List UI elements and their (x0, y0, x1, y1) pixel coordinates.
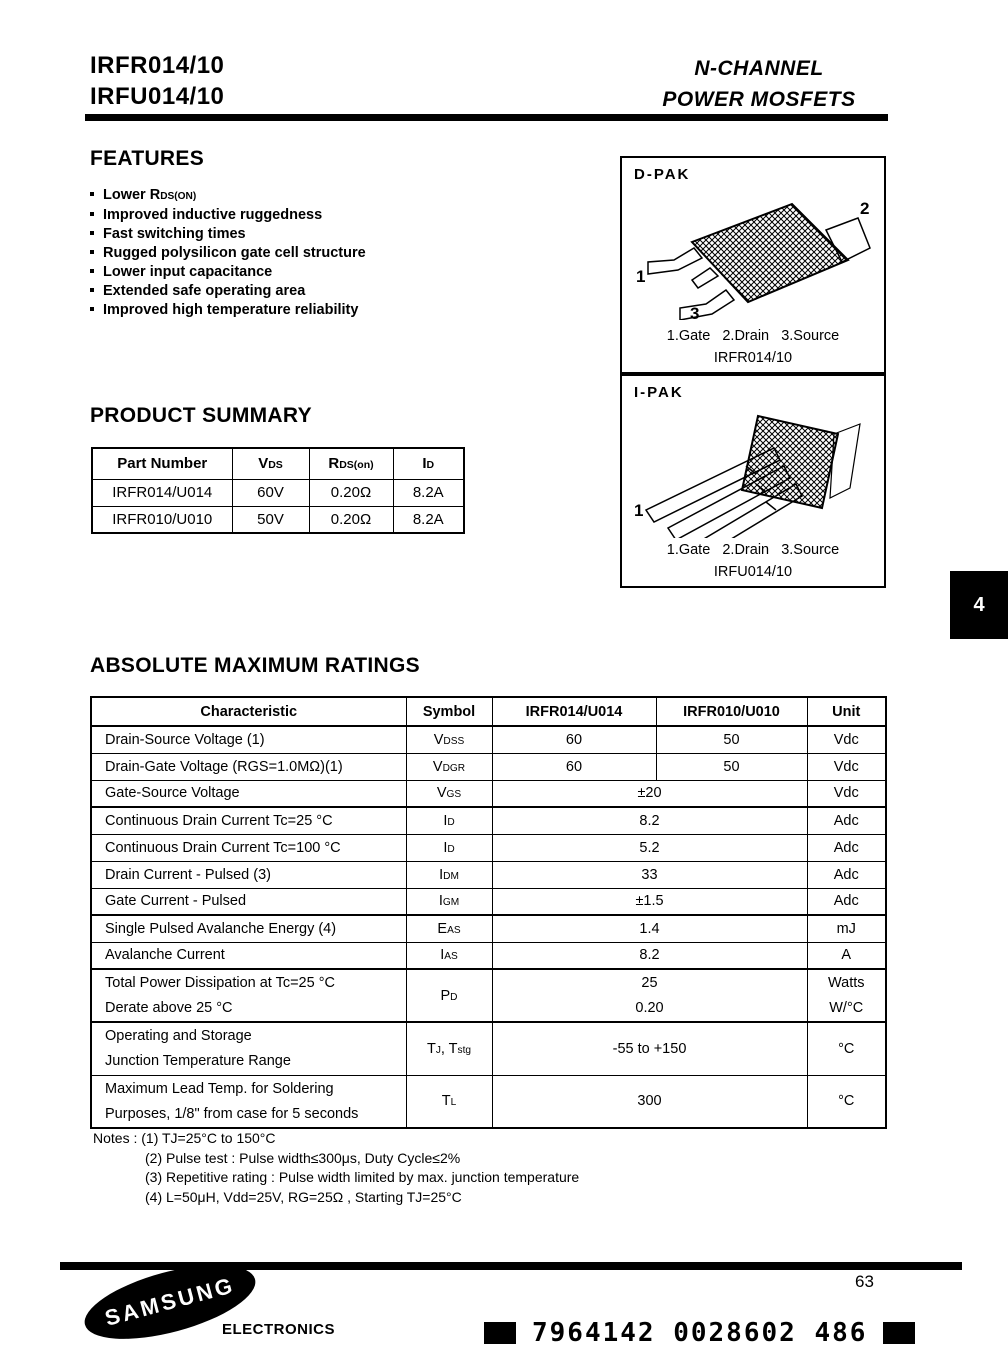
page-number: 63 (855, 1272, 874, 1291)
col-rds-on: RDS(on) (309, 448, 393, 479)
col-id: ID (393, 448, 464, 479)
feature-item: Rugged polysilicon gate cell structure (90, 244, 366, 263)
table-row: IRFR010/U010 50V 0.20Ω 8.2A (92, 506, 464, 533)
feature-item: Extended safe operating area (90, 282, 366, 301)
ipak-drawing-icon (634, 404, 874, 538)
feature-item: Lower RDS(ON) (90, 186, 366, 206)
ipak-package-box (620, 374, 886, 588)
table-row: Drain-Source Voltage (1) VDSS 60 50 Vdc (91, 726, 886, 753)
part-numbers (90, 50, 224, 112)
dpak-drawing-icon (634, 192, 874, 320)
device-type-line2: POWER MOSFETS (662, 88, 856, 111)
table-row: Operating and Storage Junction Temperature Range TJ, Tstg -55 to +150 °C (91, 1022, 886, 1075)
header-rule (85, 114, 888, 121)
ipak-pin1-label: 1 (634, 501, 644, 520)
product-summary-table (91, 447, 465, 534)
samsung-logo-ellipse: SAMSUNG (77, 1250, 263, 1354)
table-row: Maximum Lead Temp. for Soldering Purposes, 1/8" from case for 5 seconds TL 300 °C (91, 1075, 886, 1128)
document-code (484, 1318, 915, 1348)
notes-block (93, 1129, 579, 1207)
dpak-part-caption: IRFR014/10 (713, 350, 793, 366)
dpak-pin3-label: 3 (690, 304, 700, 320)
feature-item: Lower input capacitance (90, 263, 366, 282)
feature-item: Improved high temperature reliability (90, 301, 366, 320)
dpak-pin1-label: 1 (636, 267, 646, 286)
table-row: IRFR014/U014 60V 0.20Ω 8.2A (92, 479, 464, 506)
code-start-mark (484, 1322, 516, 1344)
product-summary-title: PRODUCT SUMMARY (90, 404, 312, 427)
device-type-line1: N-CHANNEL (694, 57, 824, 80)
table-row: Drain Current - Pulsed (3) IDM 33 Adc (91, 861, 886, 888)
ipak-pinout-caption: 1.Gate 2.Drain 3.Source (666, 542, 840, 558)
amr-table (90, 696, 887, 1129)
electronics-label: ELECTRONICS (222, 1321, 336, 1338)
dpak-pinout-caption: 1.Gate 2.Drain 3.Source (666, 328, 840, 344)
note-line: Notes : (1) TJ=25°C to 150°C (93, 1130, 276, 1146)
code-digits: 7964142 0028602 486 (532, 1318, 868, 1348)
table-row: Single Pulsed Avalanche Energy (4) EAS 1.4 mJ (91, 915, 886, 942)
note-line: (2) Pulse test : Pulse width≤300μs, Duty Cycle≤2% (145, 1149, 461, 1166)
device-type-title (630, 53, 888, 115)
table-row: Gate Current - Pulsed IGM ±1.5 Adc (91, 888, 886, 915)
note-line: (4) L=50μH, Vdd=25V, RG=25Ω , Starting TJ=25°C (145, 1188, 462, 1205)
table-row: Continuous Drain Current Tc=100 °C ID 5.2 Adc (91, 834, 886, 861)
amr-header-row: Characteristic Symbol IRFR014/U014 IRFR010/U010 Unit (91, 697, 886, 726)
table-row: Total Power Dissipation at Tc=25 °C Derate above 25 °C PD 25 0.20 Watts W/°C (91, 969, 886, 1022)
ipak-part-caption: IRFU014/10 (713, 564, 793, 580)
features-list (90, 186, 366, 320)
col-part-number: Part Number (92, 448, 232, 479)
table-row: Gate-Source Voltage VGS ±20 Vdc (91, 780, 886, 807)
table-row: Drain-Gate Voltage (RGS=1.0MΩ)(1) VDGR 60 50 Vdc (91, 753, 886, 780)
feature-item: Fast switching times (90, 225, 366, 244)
note-line: (3) Repetitive rating : Pulse width limited by max. junction temperature (145, 1169, 580, 1185)
feature-item: Improved inductive ruggedness (90, 206, 366, 225)
product-summary-header-row (92, 448, 464, 479)
features-section (90, 147, 366, 320)
dpak-pin2-label: 2 (860, 199, 870, 218)
col-vds: VDS (232, 448, 309, 479)
features-title: FEATURES (90, 147, 205, 170)
dpak-package-box (620, 156, 886, 374)
part-number-1: IRFR014/10 (90, 52, 225, 79)
code-end-mark (883, 1322, 915, 1344)
part-number-2: IRFU014/10 (90, 83, 225, 110)
table-row: Avalanche Current IAS 8.2 A (91, 942, 886, 969)
section-tab-4: 4 (950, 571, 1008, 639)
amr-title: ABSOLUTE MAXIMUM RATINGS (90, 654, 420, 677)
table-row: Continuous Drain Current Tc=25 °C ID 8.2 Adc (91, 807, 886, 834)
dpak-label: D-PAK (634, 166, 691, 183)
ipak-label: I-PAK (634, 384, 684, 401)
